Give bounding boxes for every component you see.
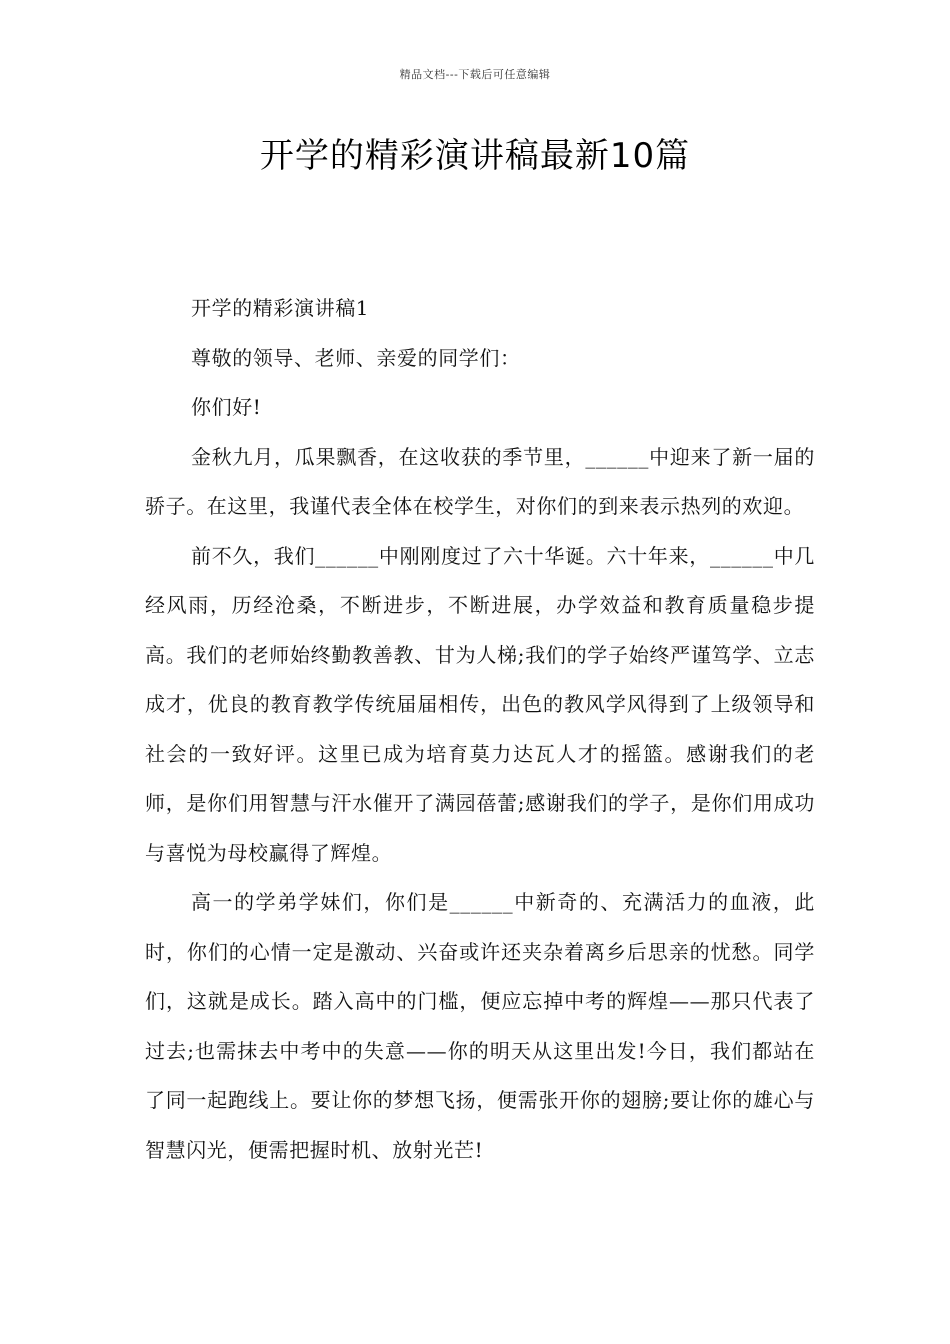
paragraph: 高一的学弟学妹们，你们是______中新奇的、充满活力的血液，此时，你们的心情一定是激动、兴奋或许还夹杂着离乡后思亲的忧愁。同学们，这就是成长。踏入高中的门槛，便应忘掉中考的辉煌——那只代表了过去;也需抹去中考中的失意——你的明天从这里出发!今日，我们都站在了同一起跑线上。要让你的梦想飞扬，便需张开你的翅膀;要让你的雄心与智慧闪光，便需把握时机、放射光芒! (145, 890, 815, 1162)
paragraph: 前不久，我们______中刚刚度过了六十华诞。六十年来，______中几经风雨，历经沧桑，不断进步，不断进展，办学效益和教育质量稳步提高。我们的老师始终勤教善教、甘为人梯;我们的学子始终严谨笃学、立志成才，优良的教育教学传统届届相传，出色的教风学风得到了上级领导和社会的一致好评。这里已成为培育莫力达瓦人才的摇篮。感谢我们的老师，是你们用智慧与汗水催开了满园蓓蕾;感谢我们的学子，是你们用成功与喜悦为母校赢得了辉煌。 (145, 543, 815, 865)
section-heading: 开学的精彩演讲稿1 (191, 296, 370, 320)
greeting: 你们好! (191, 395, 262, 419)
document-title: 开学的精彩演讲稿最新10篇 (259, 136, 691, 176)
document-body (145, 284, 815, 1175)
salutation: 尊敬的领导、老师、亲爱的同学们： (191, 345, 521, 370)
header-note: 精品文档---下载后可任意编辑 (399, 68, 551, 81)
paragraph: 金秋九月，瓜果飘香，在这收获的季节里，______中迎来了新一届的骄子。在这里，我谨代表全体在校学生，对你们的到来表示热列的欢迎。 (145, 444, 815, 518)
